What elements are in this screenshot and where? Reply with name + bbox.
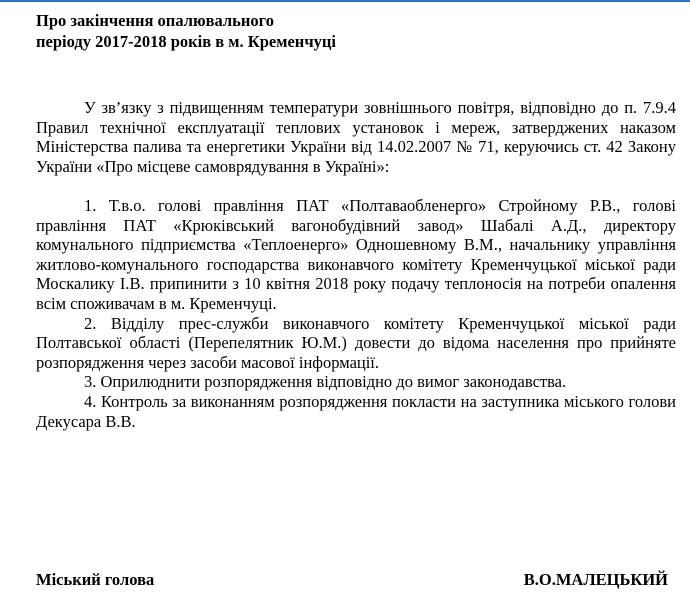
signature-role: Міський голова (36, 570, 155, 589)
document-body (36, 98, 676, 431)
item-3-paragraph: 3. Оприлюднити розпорядження відповідно до вимог законодавства. (84, 372, 567, 392)
intro-paragraph: У зв’язку з підвищенням температури зовнішнього повітря, відповідно до п. 7.9.4 Правил технічної експлуатації теплових установок і мереж, затверджених наказом Міністерства палива та енергетики України від 14.02.2007 № 71, керуючись ст. 42 Закону України «Про місцеве самоврядування в Україні»: (36, 98, 676, 176)
title-line-2: періоду 2017-2018 років в м. Кременчуці (36, 32, 336, 51)
signature-block (36, 570, 668, 590)
item-4-paragraph: 4. Контроль за виконанням розпорядження покласти на заступника міського голови Декусара В.В. (36, 391, 676, 431)
title-line-1: Про закінчення опалювального (36, 11, 274, 30)
top-divider (0, 0, 690, 2)
item-1-paragraph: 1. Т.в.о. голові правління ПАТ «Полтаваобленерго» Стройному Р.В., голові правління ПАТ «Крюківський вагонобудівний завод» Шабалі А.Д., директору комунального підприємства «Теплоенерго» Одношевному В.М., начальнику управління житлово-комунального господарства виконавчого комітету Кременчуцької міської ради Москалику І.В. припинити з 10 квітня 2018 року подачу теплоносія на потреби опалення всім споживачам в м. Кременчуці. (36, 195, 676, 313)
item-2-paragraph: 2. Відділу прес-служби виконавчого комітету Кременчуцької міської ради Полтавської області (Перепелятник Ю.М.) довести до відома населення про прийняте розпорядження через засоби масової інформації. (36, 313, 676, 372)
document-title (36, 10, 656, 52)
signature-name: В.О.МАЛЕЦЬКИЙ (523, 570, 668, 589)
